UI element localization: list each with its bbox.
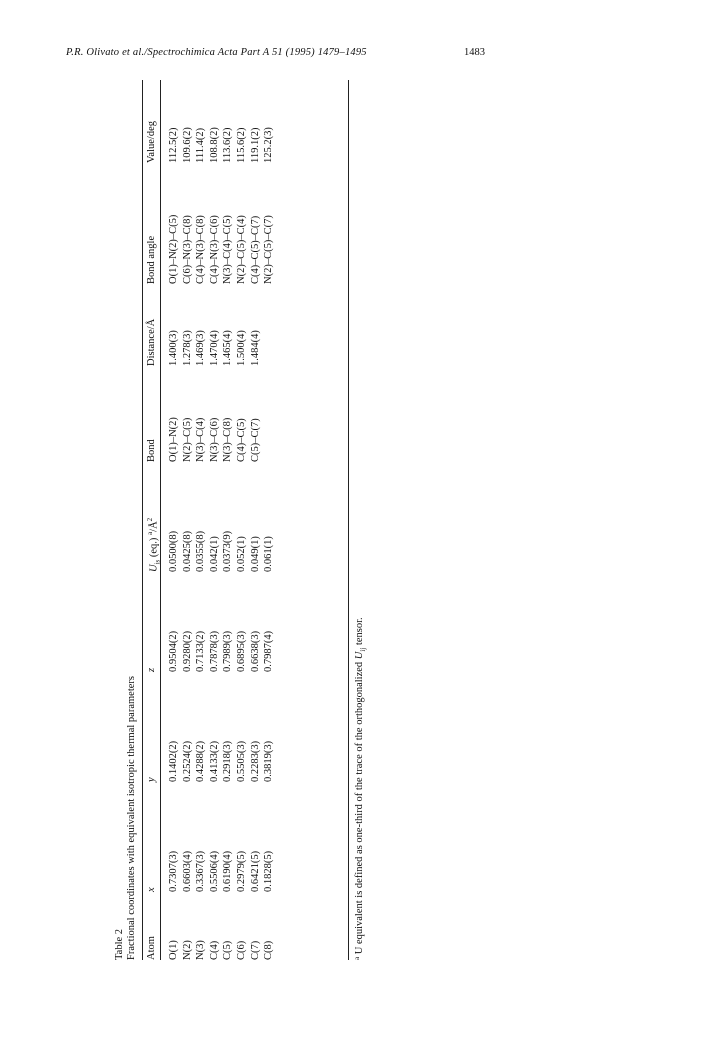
x-cell: 0.7307(3) <box>168 850 179 892</box>
z-cell: 0.7989(3) <box>222 630 234 672</box>
column-distance <box>167 330 262 366</box>
uiso-cell: 0.061(1) <box>263 536 275 572</box>
bond-angle-cell: N(2)–C(5)–C(4) <box>235 215 247 284</box>
y-cell: 0.4288(2) <box>195 740 207 782</box>
bond-angle-cell: C(4)–N(3)–C(6) <box>208 215 220 284</box>
uiso-cell: 0.042(1) <box>208 536 220 572</box>
table-bottom-rule <box>348 80 349 960</box>
y-cell: 0.2918(3) <box>222 740 234 782</box>
distance-cell: 1.400(3) <box>168 330 179 366</box>
angle-value-cell: 119.1(2) <box>249 127 261 163</box>
header-atom: Atom <box>146 936 157 960</box>
atom-cell: C(8) <box>263 940 275 960</box>
running-head: P.R. Olivato et al./Spectrochimica Acta Part A 51 (1995) 1479–1495 <box>66 47 367 58</box>
z-cell: 0.7133(2) <box>195 630 207 672</box>
y-cell: 0.5505(3) <box>235 740 247 782</box>
distance-cell: 1.484(4) <box>249 330 261 366</box>
bond-cell: N(3)–C(6) <box>208 417 220 462</box>
atom-cell: C(5) <box>222 940 234 960</box>
bond-angle-cell: C(4)–N(3)–C(8) <box>195 215 207 284</box>
column-z <box>167 631 276 672</box>
angle-value-cell: 108.8(2) <box>208 127 220 163</box>
page-number: 1483 <box>464 47 485 58</box>
table-footnote <box>354 617 367 960</box>
atom-cell: O(1) <box>168 940 179 960</box>
angle-value-cell: 112.5(2) <box>168 127 179 163</box>
z-cell: 0.6895(3) <box>235 630 247 672</box>
header-uiso-footnote-mark: a <box>146 531 154 535</box>
header-uiso-sub: is <box>153 559 162 565</box>
table-header-rule <box>160 80 161 960</box>
y-cell: 0.4133(2) <box>208 740 220 782</box>
bond-angle-cell: O(1)–N(2)–C(5) <box>168 214 179 284</box>
header-uiso-rest: (eq.) <box>148 534 160 560</box>
uiso-cell: 0.049(1) <box>249 536 261 572</box>
x-cell: 0.6421(5) <box>249 850 261 892</box>
uiso-cell: 0.052(1) <box>235 536 247 572</box>
footnote-u-subscript: ij <box>359 647 368 652</box>
table-top-rule <box>142 80 143 960</box>
column-uiso <box>167 531 276 572</box>
z-cell: 0.7987(4) <box>263 630 275 672</box>
z-cell: 0.7878(3) <box>208 630 220 672</box>
uiso-cell: 0.0500(8) <box>168 530 179 572</box>
bond-cell: N(2)–C(5) <box>181 417 193 462</box>
footnote-text-start: U equivalent is defined as one-third of the trace of the orthogonalized <box>354 659 365 957</box>
bond-angle-cell: C(4)–C(5)–C(7) <box>249 215 261 284</box>
header-bond: Bond <box>146 439 157 462</box>
y-cell: 0.1402(2) <box>168 740 179 782</box>
bond-cell: N(3)–C(4) <box>195 417 207 462</box>
x-cell: 0.3367(3) <box>195 850 207 892</box>
table-label: Table 2 <box>114 928 125 960</box>
bond-cell: N(3)–C(8) <box>222 417 234 462</box>
header-uiso-power: 2 <box>146 517 154 522</box>
angle-value-cell: 113.6(2) <box>222 127 234 163</box>
bond-angle-cell: N(2)–C(5)–C(7) <box>263 215 275 284</box>
bond-cell: C(5)–C(7) <box>249 418 261 462</box>
z-cell: 0.9280(2) <box>181 630 193 672</box>
uiso-cell: 0.0425(8) <box>181 530 193 572</box>
column-y <box>167 741 276 782</box>
footnote-text-end: tensor. <box>354 617 365 648</box>
z-cell: 0.6638(3) <box>249 630 261 672</box>
header-uiso-unit: /Å <box>148 521 160 532</box>
distance-cell: 1.469(3) <box>195 330 207 366</box>
uiso-cell: 0.0355(8) <box>195 530 207 572</box>
header-bond-angle: Bond angle <box>146 235 157 284</box>
angle-value-cell: 125.2(3) <box>263 127 275 163</box>
bond-cell: C(4)–C(5) <box>235 418 247 462</box>
bond-angle-cell: C(6)–N(3)–C(8) <box>181 215 193 284</box>
header-distance: Distance/Å <box>146 318 157 366</box>
atom-cell: C(7) <box>249 940 261 960</box>
distance-cell: 1.278(3) <box>181 330 193 366</box>
bond-cell: O(1)–N(2) <box>168 417 179 462</box>
x-cell: 0.1828(5) <box>263 850 275 892</box>
atom-cell: C(4) <box>208 940 220 960</box>
header-z: z <box>146 667 157 672</box>
column-bond-angle <box>167 215 276 284</box>
table-title: Fractional coordinates with equivalent isotropic thermal parameters <box>126 676 137 960</box>
y-cell: 0.3819(3) <box>263 740 275 782</box>
header-uiso-symbol: U <box>148 564 160 572</box>
y-cell: 0.2283(3) <box>249 740 261 782</box>
y-cell: 0.2524(2) <box>181 740 193 782</box>
atom-cell: C(6) <box>235 940 247 960</box>
header-value: Value/deg <box>146 121 157 163</box>
x-cell: 0.5506(4) <box>208 850 220 892</box>
header-x: x <box>146 887 157 892</box>
distance-cell: 1.465(4) <box>222 330 234 366</box>
atom-cell: N(2) <box>181 940 193 960</box>
x-cell: 0.2979(5) <box>235 850 247 892</box>
header-y: y <box>146 777 157 782</box>
atom-cell: N(3) <box>195 940 207 960</box>
z-cell: 0.9504(2) <box>168 630 179 672</box>
angle-value-cell: 115.6(2) <box>235 127 247 163</box>
column-x <box>167 851 276 892</box>
column-atom <box>167 940 276 960</box>
x-cell: 0.6190(4) <box>222 850 234 892</box>
angle-value-cell: 111.4(2) <box>195 127 207 163</box>
column-value <box>167 127 276 163</box>
distance-cell: 1.470(4) <box>208 330 220 366</box>
bond-angle-cell: N(3)–C(4)–C(5) <box>222 215 234 284</box>
footnote-mark: a <box>353 956 361 960</box>
footnote-u-symbol: U <box>354 651 365 660</box>
rotated-table <box>114 80 659 960</box>
distance-cell: 1.500(4) <box>235 330 247 366</box>
x-cell: 0.6603(4) <box>181 850 193 892</box>
angle-value-cell: 109.6(2) <box>181 127 193 163</box>
column-bond <box>167 417 262 462</box>
uiso-cell: 0.0373(9) <box>222 530 234 572</box>
